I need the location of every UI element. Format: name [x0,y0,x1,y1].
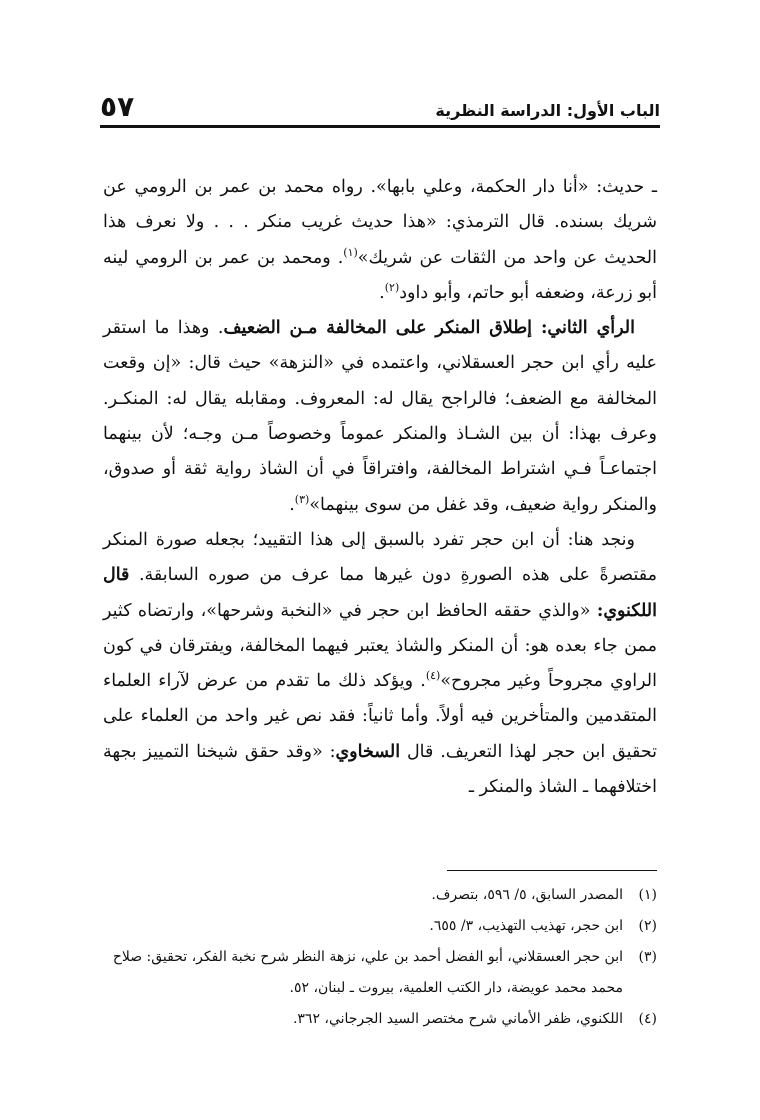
paragraph-text: . وهذا ما استقر عليه رأي ابن حجر العسقلاني، واعتمده في «النزهة» حيث قال: «إن وقعت المخالفة مع الضعف؛ فالراجح يقال له: المعروف. ومقابله يقال له: المنكـر. وعرف بهذا: أن بين الشـاذ والمنكر عموماً وخصوصاً مـن وجـه؛ لأن بينهما اجتماعـاً فـي اشتراط المخالفة، وافتراقاً في أن الشاذ رواية ثقة أو صدوق، والمنكر رواية ضعيف، وقد غفل من سوى بينهما» [103,318,657,515]
paragraph-text: ـ حديث: «أنا دار الحكمة، وعلي بابها». رواه محمد بن عمر بن الرومي عن شريك بسنده. قال الترمذي: «هذا حديث غريب منكر . . . ولا نعرف هذا الحديث عن واحد من الثقات عن شريك» [103,177,657,268]
footnote-number: (٢) [638,918,657,934]
footnote-ref: (٢) [384,281,400,295]
paragraph-text: . [379,282,385,303]
page-header [100,86,660,122]
footnote-text: ابن حجر، تهذيب التهذيب، ٣/ ٦٥٥. [429,918,623,934]
footnote-item [103,880,657,911]
footnote-separator [447,870,657,871]
footnote-ref: (١) [343,245,358,259]
footnote-ref: (٤) [425,669,441,683]
paragraph-text: ونجد هنا: أن ابن حجر تفرد بالسبق إلى هذا التقييد؛ بجعله صورة المنكر مقتصرةً على هذه الصورةِ دون غيرها مما عرف من صوره السابقة. [103,529,657,586]
footnote-number: (٤) [638,1011,657,1027]
quoted-author: السخاوي [335,741,401,762]
footnote-text: ابن حجر العسقلاني، أبو الفضل أحمد بن علي، نزهة النظر شرح نخبة الفكر، تحقيق: صلاح محمد محمد عويضة، دار الكتب العلمية، بيروت ـ لبنان، ٥٢. [112,949,623,996]
main-text [103,170,657,805]
footnote-ref: (٣) [294,492,310,506]
footnote-item [103,911,657,942]
paragraph-text: . ويؤكد ذلك ما تقدم من عرض لآراء العلماء المتقدمين والمتأخرين فيه أولاً. وأما ثانياً: فقد نص غير واحد من العلماء على تحقيق ابن حجر لهذا التعريف. قال [103,671,657,762]
paragraph-2 [103,311,657,523]
footnote-item [103,1004,657,1035]
paragraph-text: . [289,494,295,515]
footnote-number: (١) [638,887,657,903]
page-number: ٥٧ [100,90,135,123]
footnote-text: المصدر السابق، ٥/ ٥٩٦، بتصرف. [431,887,623,903]
footnotes [103,880,657,1035]
running-head: الباب الأول: الدراسة النظرية [435,101,660,120]
footnote-number: (٣) [638,949,657,965]
paragraph-3 [103,523,657,805]
quoted-author: قال اللكنوي: [103,565,657,621]
footnote-text: اللكنوي، ظفر الأماني شرح مختصر السيد الجرجاني، ٣٦٢. [292,1011,623,1027]
paragraph-text: : «وقد حقق شيخنا التمييز بجهة اختلافهما ـ الشاذ والمنكر ـ [103,741,657,798]
paragraph-text: «والذي حققه الحافظ ابن حجر في «النخبة وشرحها»، وارتضاه كثير ممن جاء بعده هو: أن المنكر والشاذ يعتبر فيهما المخالفة، ويفترقان في كون الراوي مجروحاً وغير مجروح» [103,600,658,692]
footnote-item [103,942,657,1004]
paragraph-text: . ومحمد بن عمر بن الرومي لينه أبو زرعة، وضعفه أبو حاتم، وأبو داود [103,247,657,303]
section-heading: الرأي الثاني: إطلاق المنكر على المخالفة مـن الضعيف [223,318,635,339]
header-rule [100,125,660,128]
paragraph-1 [103,170,657,311]
